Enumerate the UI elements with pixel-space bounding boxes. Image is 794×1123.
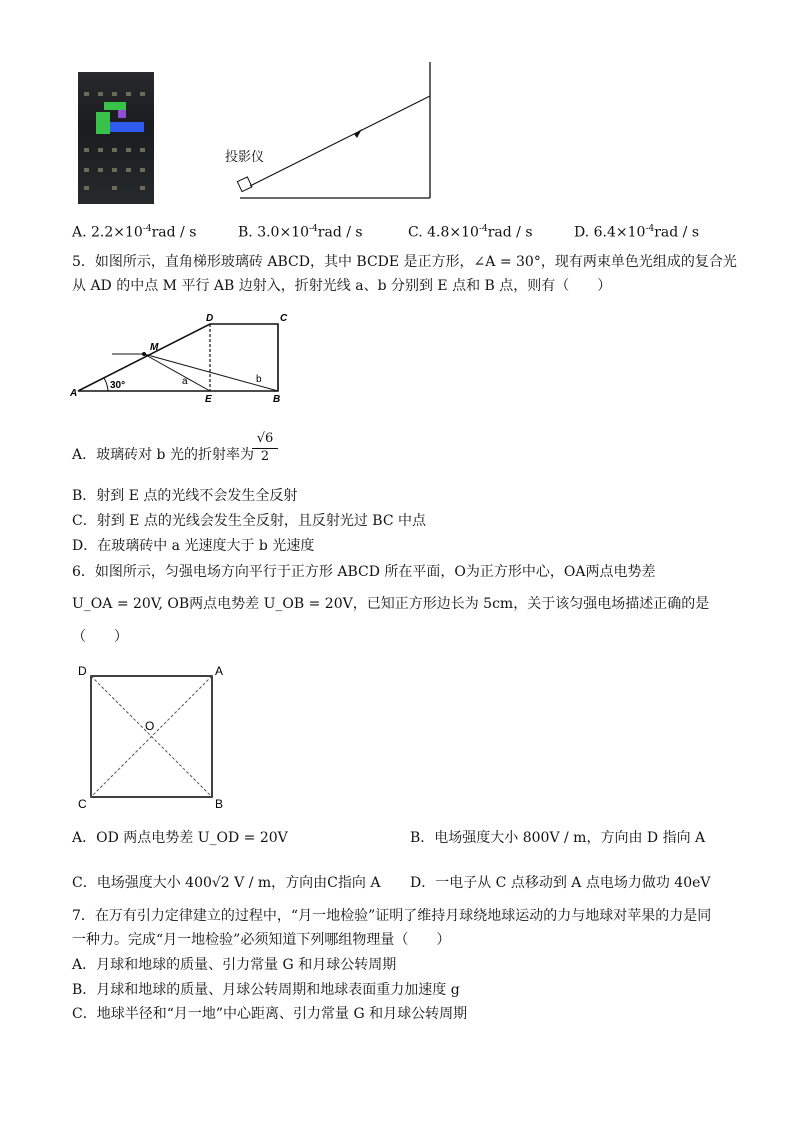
square-b-label: B	[215, 797, 224, 810]
q4-option-a: A. $2.2\times 10^{-4}rad / s$	[72, 224, 197, 241]
q7-stem-line1: 7．在万有引力定律建立的过程中，“月一地检验”证明了维持月球绕地球运动的力与地球对苹果的力是同	[72, 908, 712, 924]
q5-option-b: B．射到 E 点的光线不会发生全反射	[72, 488, 298, 504]
point-e-label: E	[205, 394, 212, 405]
ray-a-label: a	[182, 376, 188, 387]
q4-option-b: B. $3.0\times 10^{-4}rad / s$	[238, 224, 363, 241]
square-c-label: C	[78, 797, 87, 810]
q6-stem-line3: （ ）	[72, 629, 128, 645]
q5-option-c: C．射到 E 点的光线会发生全反射，且反射光过 BC 中点	[72, 513, 426, 529]
trapezoid-diagram	[70, 308, 295, 406]
q7-option-a: A．月球和地球的质量、引力常量 G 和月球公转周期	[72, 957, 397, 973]
q5-stem-line1: 5．如图所示，直角梯形玻璃砖 ABCD，其中 BCDE 是正方形，∠A = 30°，现有两束单色光组成的复合光	[72, 254, 737, 270]
q7-stem-line2: 一种力。完成“月一地检验”必须知道下列哪组物理量（ ）	[72, 932, 451, 948]
square-d-label: D	[78, 664, 87, 678]
q7-option-b: B．月球和地球的质量、月球公转周期和地球表面重力加速度 g	[72, 982, 460, 998]
square-diagram	[72, 660, 237, 810]
q6-option-b: B．电场强度大小 800V / m，方向由 D 指向 A	[410, 830, 706, 846]
projector-diagram	[220, 60, 445, 205]
angle-label: 30°	[110, 380, 126, 391]
square-a-label: A	[215, 664, 224, 678]
q6-stem-line2: U_OA = 20V, OB两点电势差 U_OB = 20V，已知正方形边长为 5cm，关于该匀强电场描述正确的是	[72, 596, 710, 612]
q5-option-a: A．玻璃砖对 b 光的折射率为	[72, 447, 254, 463]
point-c-label: C	[280, 313, 288, 324]
q4-option-d: D. $6.4\times 10^{-4}rad / s$	[574, 224, 700, 241]
q6-option-c: C．电场强度大小 400√2 V / m，方向由C指向 A	[72, 875, 381, 891]
q7-option-c: C．地球半径和“月一地”中心距离、引力常量 G 和月球公转周期	[72, 1006, 468, 1022]
building-photo	[78, 72, 154, 204]
projector-label: 投影仪	[225, 149, 265, 164]
q5-stem-line2: 从 AD 的中点 M 平行 AB 边射入，折射光线 a、b 分别到 E 点和 B 点，则有（ ）	[72, 278, 612, 294]
point-d-label: D	[206, 313, 214, 324]
ray-b-label: b	[256, 374, 262, 385]
point-a-label: A	[70, 388, 78, 399]
point-m-label: M	[150, 342, 159, 353]
q5-option-d: D．在玻璃砖中 a 光速度大于 b 光速度	[72, 538, 315, 554]
q4-option-c: C. $4.8\times 10^{-4}rad / s$	[408, 224, 533, 241]
q6-option-a: A．OD 两点电势差 U_OD = 20V	[72, 830, 288, 846]
center-o-label: O	[145, 719, 155, 733]
point-b-label: B	[273, 394, 281, 405]
q6-option-d: D．一电子从 C 点移动到 A 点电场力做功 40eV	[410, 875, 711, 891]
q5-fraction: √6 2	[252, 431, 278, 465]
q6-stem-line1: 6．如图所示，匀强电场方向平行于正方形 ABCD 所在平面，O为正方形中心，OA两点电势差	[72, 564, 656, 580]
